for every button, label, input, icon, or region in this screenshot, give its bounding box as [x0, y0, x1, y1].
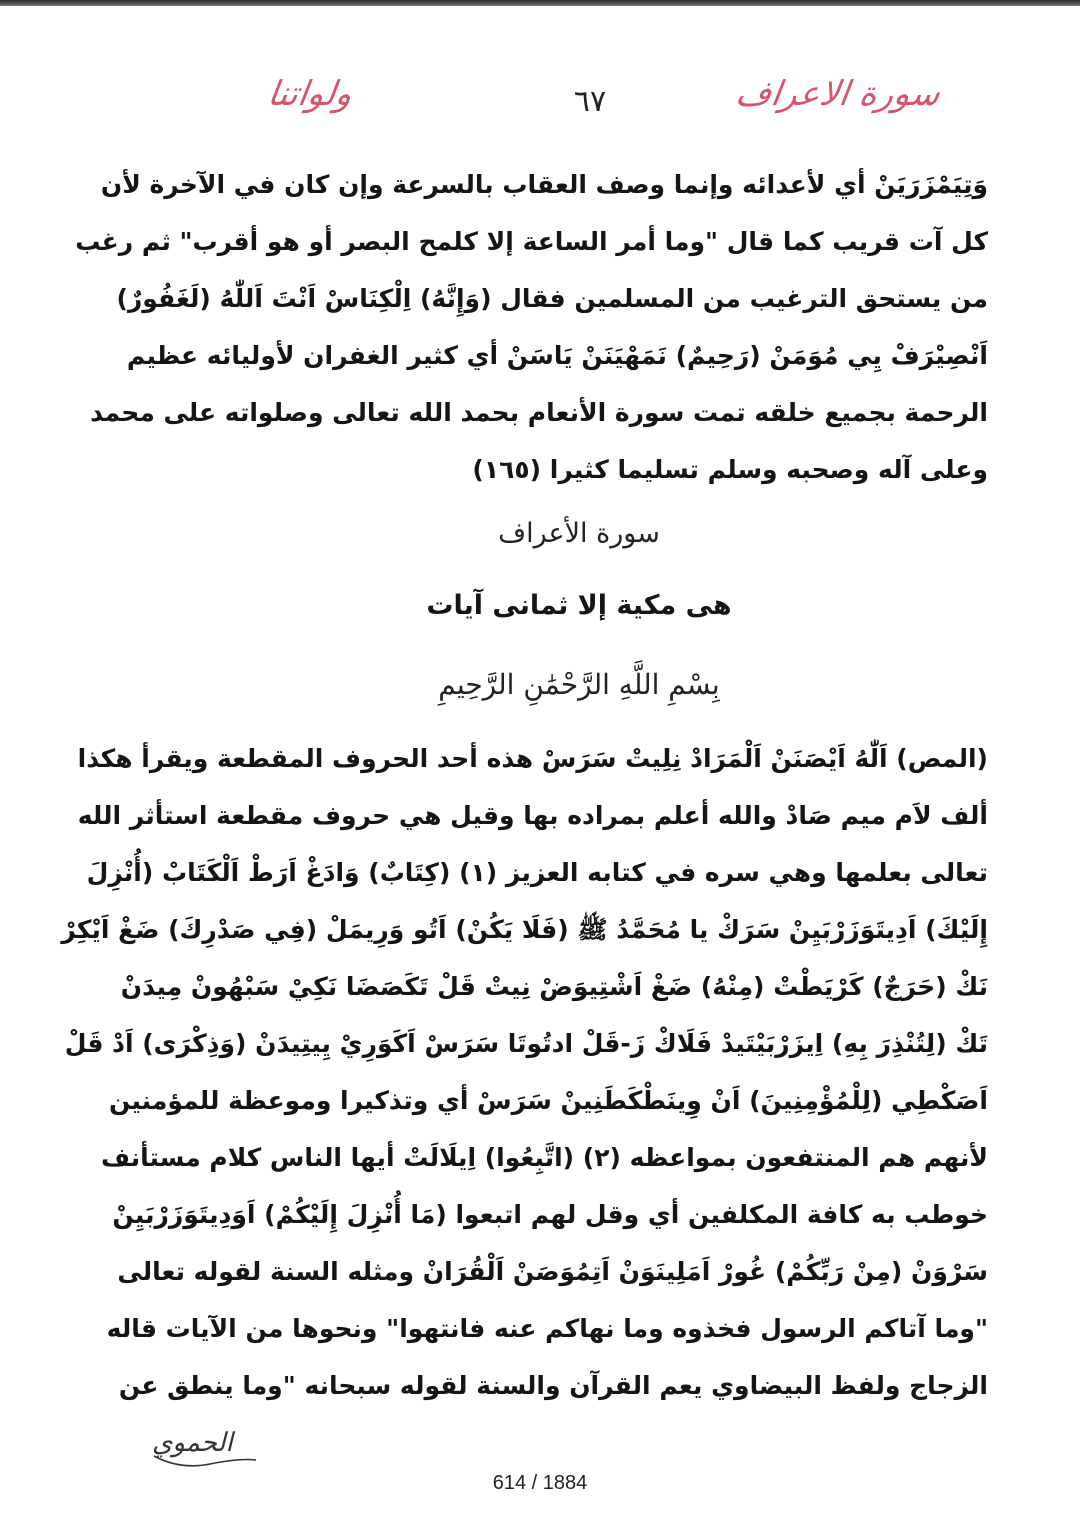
text-line: وعلى آله وصحبه وسلم تسليما كثيرا (١٦٥): [472, 455, 988, 484]
text-line: سَرْوَنْ (مِنْ رَبِّكُمْ) غُورْ اَمَلِينَوَنْ اَتِمُوَصَنْ اَلْقُرَانْ ومثله السنة لقوله تعالى: [117, 1257, 988, 1286]
text-line: إِلَيْكَ) اَدِيتَوَزَرْبَيِنْ سَرَكْ يا مُحَمَّدُ ﷺ (فَلَا يَكُنْ) اَتُو وَرِيمَلْ (فِي صَدْرِكَ) ضَغْ اَيْكِرْ: [61, 915, 988, 944]
text-line: خوطب به كافة المكلفين أي وقل لهم اتبعوا (مَا أُنْزِلَ إِلَيْكُمْ) اَوَدِيتَوَزَرْبَيِنْ: [112, 1200, 988, 1229]
signature-stroke-icon: [150, 1448, 260, 1470]
text-line: تَكْ (لِتُنْذِرَ بِهِ) اِيزَرْبَيْتَيدْ فَلَاكْ زَ-قَلْ ادتُوتَا سَرَسْ اَكَوَرِيْ يِيتِيدَنْ (وَذِكْرَى) اَدْ قَلْ: [64, 1029, 988, 1058]
text-line: نَكْ (حَرَجٌ) كَرْيَطْتْ (مِنْهُ) ضَغْ اَشْتِيوَضْ نِيتْ قَلْ تَكَصَضَا نَكِيْ سَبْهُونْ مِيدَنْ: [120, 972, 988, 1001]
text-line: ألف لاَم ميم صَادْ والله أعلم بمراده بها وقيل هي حروف مقطعة استأثر الله: [77, 801, 988, 830]
text-block-main: [61, 730, 988, 1414]
text-line: (المص) اَلّٰهُ اَيْصَنَنْ اَلْمَرَادْ نِلِيتْ سَرَسْ هذه أحد الحروف المقطعة ويقرأ هكذا: [77, 744, 988, 773]
text-line: من يستحق الترغيب من المسلمين فقال (وَإِنَّهُ) اِلْكِنَاسْ اَنْتَ اَللّٰهُ (لَغَفُورٌ): [116, 284, 988, 313]
handwritten-note-left: ولواتنا: [265, 74, 355, 114]
text-line: الزجاج ولفظ البيضاوي يعم القرآن والسنة لقوله سبحانه "وما ينطق عن: [118, 1371, 988, 1400]
text-line: اَصَكْطِي (لِلْمُؤْمِنِينَ) اَنْ وِينَطْكَطَنِينْ سَرَسْ أي وتذكيرا وموعظة للمؤمنين: [108, 1086, 988, 1115]
basmala: بِسْمِ اللَّهِ الرَّحْمَٰنِ الرَّحِيمِ: [438, 668, 720, 701]
text-line: تعالى بعلمها وهي سره في كتابه العزيز (١) (كِتَابٌ) وَادَغْ اَرَطْ اَلْكَتَابْ (أُنْزِلَ: [86, 858, 988, 887]
text-line: الرحمة بجميع خلقه تمت سورة الأنعام بحمد الله تعالى وصلواته على محمد: [90, 398, 988, 427]
text-line: كل آت قريب كما قال "وما أمر الساعة إلا كلمح البصر أو هو أقرب" ثم رغب: [75, 227, 988, 256]
page-number: ٦٧: [573, 84, 607, 119]
text-line: "وما آتاكم الرسول فخذوه وما نهاكم عنه فانتهوا" ونحوها من الآيات قاله: [106, 1314, 988, 1343]
text-line: وَتِيَمْزَرَيَنْ أي لأعدائه وإنما وصف العقاب بالسرعة وإن كان في الآخرة لأن: [100, 170, 988, 199]
scan-top-border: [0, 0, 1080, 6]
text-line: لأنهم هم المنتفعون بمواعظه (٢) (اتَّبِعُوا) اِيلَالَتْ أيها الناس كلام مستأنف: [101, 1143, 988, 1172]
pagination-indicator: 614 / 1884: [492, 1472, 588, 1494]
signature: الحموي: [152, 1428, 233, 1458]
surah-subtitle: هى مكية إلا ثمانى آيات: [426, 590, 732, 621]
text-line: اَنْصِيْرَفْ يِي مُوَمَنْ (رَحِيمٌ) نَمَهْيَنَنْ يَاسَنْ أي كثير الغفران لأوليائه عظيم: [126, 341, 988, 370]
text-block-top: [75, 156, 988, 498]
handwritten-surah-name: سورة الاعراف: [733, 74, 943, 114]
surah-title: سورة الأعراف: [498, 518, 660, 549]
